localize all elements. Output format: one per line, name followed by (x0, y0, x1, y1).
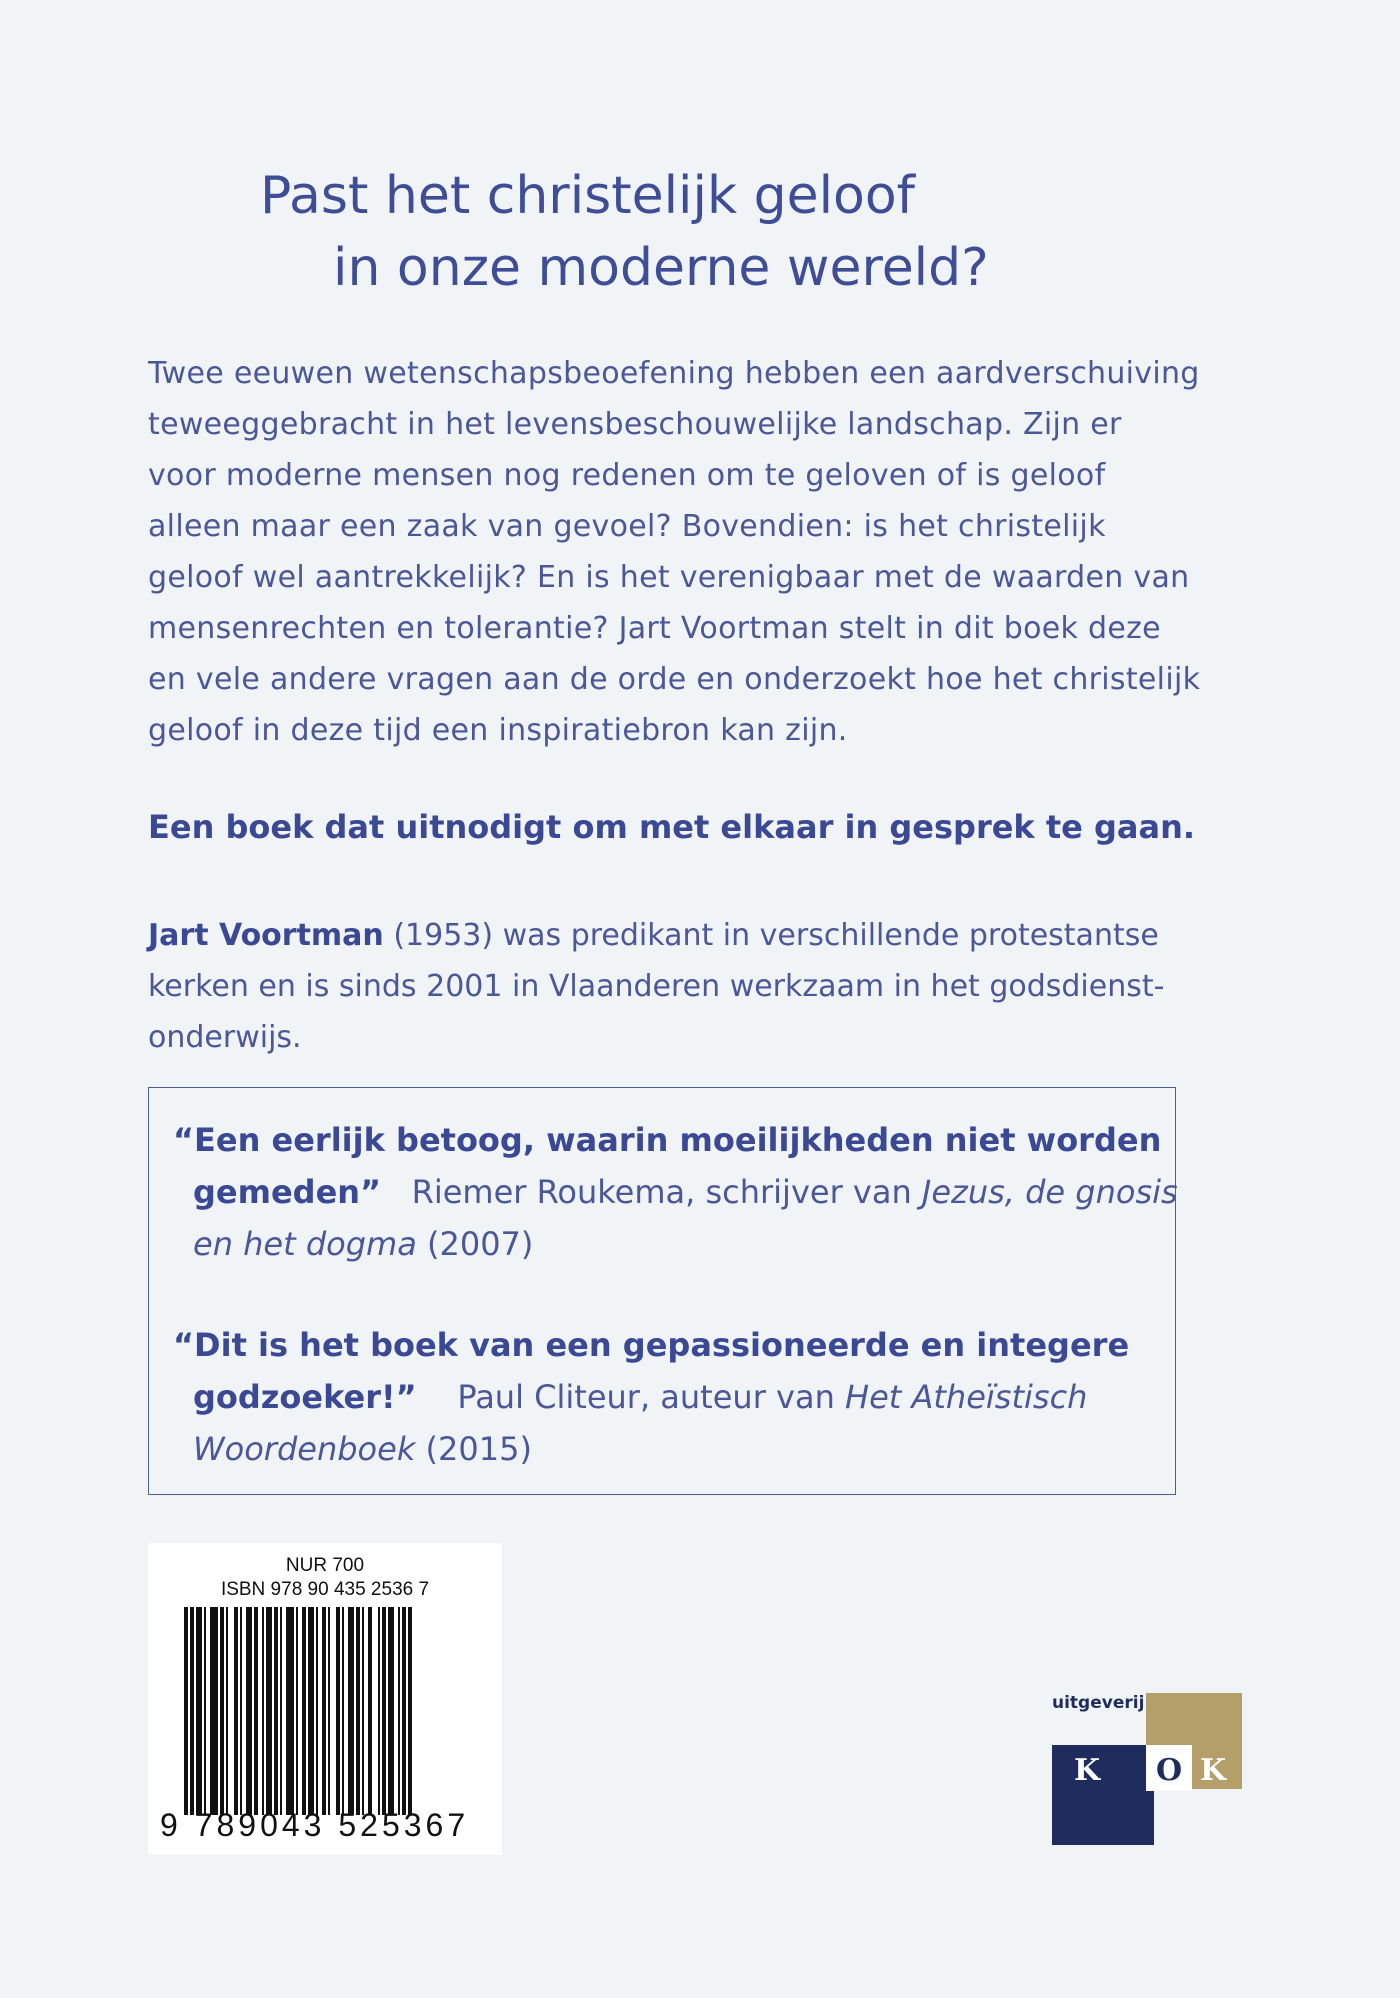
barcode-bar (262, 1607, 264, 1815)
headline-line-2: in onze moderne wereld? (333, 238, 989, 298)
barcode-bar (286, 1607, 294, 1815)
barcode-bar (382, 1607, 386, 1815)
barcode-bars (184, 1607, 468, 1815)
author-bio (148, 910, 1298, 1063)
barcode-bar (388, 1607, 394, 1815)
description-line: mensenrechten en tolerantie? Jart Voortman stelt in dit boek deze (148, 611, 1161, 646)
barcode-bar (234, 1607, 238, 1815)
publisher-logo (1052, 1693, 1242, 1845)
barcode-bar (190, 1607, 194, 1815)
quote-line (173, 1114, 1162, 1166)
description-line: alleen maar een zaak van gevoel? Bovendien: is het christelijk (148, 509, 1106, 544)
barcode-bar (308, 1607, 314, 1815)
quote-line (173, 1371, 1153, 1423)
barcode-bar (362, 1607, 364, 1815)
description-line: teweeggebracht in het levensbeschouwelijke landschap. Zijn er (148, 407, 1122, 442)
headline-line-1: Past het christelijk geloof (260, 166, 915, 226)
barcode-bar (368, 1607, 372, 1815)
description-line: Twee eeuwen wetenschapsbeoefening hebben een aardverschuiving (148, 356, 1200, 391)
book-title: en het dogma (193, 1225, 417, 1263)
logo-word: uitgeverij (1052, 1693, 1145, 1713)
quote-attribution: Riemer Roukema, schrijver van (411, 1173, 922, 1211)
barcode-bar (204, 1607, 206, 1815)
barcode-bar (210, 1607, 218, 1815)
quote-roukema (173, 1114, 1178, 1270)
barcode-bar (408, 1607, 412, 1815)
barcode-bar (246, 1607, 252, 1815)
nur-code: NUR 700 (285, 1555, 365, 1576)
kok-logo-mark (1052, 1693, 1242, 1845)
quote-line (173, 1218, 1153, 1270)
quote-line (173, 1423, 1153, 1475)
headline (260, 160, 1060, 304)
logo-navy-square (1052, 1745, 1154, 1845)
quote-cliteur (173, 1319, 1153, 1475)
quote-attribution: Paul Cliteur, auteur van (457, 1378, 846, 1416)
barcode-digits: 9 789043 525367 (160, 1807, 470, 1843)
barcode-bar (398, 1607, 400, 1815)
barcode-bar (240, 1607, 242, 1815)
bio-line-1 (148, 910, 1298, 961)
barcode-bar (356, 1607, 360, 1815)
book-title: Het Atheïstisch (845, 1378, 1088, 1416)
description-line: geloof wel aantrekkelijk? En is het verenigbaar met de waarden van (148, 560, 1190, 595)
bio-line-3: onderwijs. (148, 1020, 302, 1055)
barcode-bar (266, 1607, 272, 1815)
barcode-bar (254, 1607, 258, 1815)
description (148, 348, 1318, 756)
description-line: en vele andere vragen aan de orde en onderzoekt hoe het christelijk (148, 662, 1201, 697)
tagline: Een boek dat uitnodigt om met elkaar in gesprek te gaan. (148, 808, 1196, 846)
barcode-bar (328, 1607, 330, 1815)
barcode-bar (220, 1607, 224, 1815)
book-title: Woordenboek (193, 1430, 416, 1468)
barcode-bar (226, 1607, 228, 1815)
barcode-bar (342, 1607, 344, 1815)
quote-year: (2015) (415, 1430, 532, 1468)
barcode-bar (274, 1607, 278, 1815)
barcode-bar (296, 1607, 298, 1815)
logo-letter-k: K (1074, 1753, 1101, 1788)
logo-letter-o: O (1156, 1753, 1183, 1788)
barcode-bar (280, 1607, 282, 1815)
quote-text: godzoeker!” (193, 1378, 417, 1416)
description-line: voor moderne mensen nog redenen om te geloven of is geloof (148, 458, 1106, 493)
book-title: Jezus, de gnosis (921, 1173, 1178, 1211)
barcode (148, 1543, 502, 1855)
quote-text: “Dit is het boek van een gepassioneerde en integere (173, 1326, 1130, 1364)
quote-text: “Een eerlijk betoog, waarin moeilijkheden niet worden (173, 1121, 1162, 1159)
quote-line (173, 1166, 1178, 1218)
logo-letter-k-2: K (1200, 1753, 1227, 1788)
barcode-bar (316, 1607, 318, 1815)
quote-year: (2007) (416, 1225, 534, 1263)
isbn-number: ISBN 978 90 435 2536 7 (220, 1579, 430, 1600)
author-name: Jart Voortman (148, 918, 384, 953)
barcode-bar (336, 1607, 340, 1815)
quote-text: gemeden” (193, 1173, 382, 1211)
quote-line (173, 1319, 1153, 1371)
barcode-bar (348, 1607, 354, 1815)
barcode-bar (402, 1607, 406, 1815)
bio-line-2: kerken en is sinds 2001 in Vlaanderen werkzaam in het godsdienst- (148, 969, 1165, 1004)
quotes-box (148, 1087, 1176, 1495)
barcode-bar (196, 1607, 202, 1815)
barcode-bar (378, 1607, 380, 1815)
bio-line-1-text: (1953) was predikant in verschillende protestantse (383, 918, 1159, 953)
barcode-bar (322, 1607, 326, 1815)
barcode-bar (302, 1607, 306, 1815)
description-line: geloof in deze tijd een inspiratiebron kan zijn. (148, 713, 848, 748)
barcode-bar (184, 1607, 188, 1815)
